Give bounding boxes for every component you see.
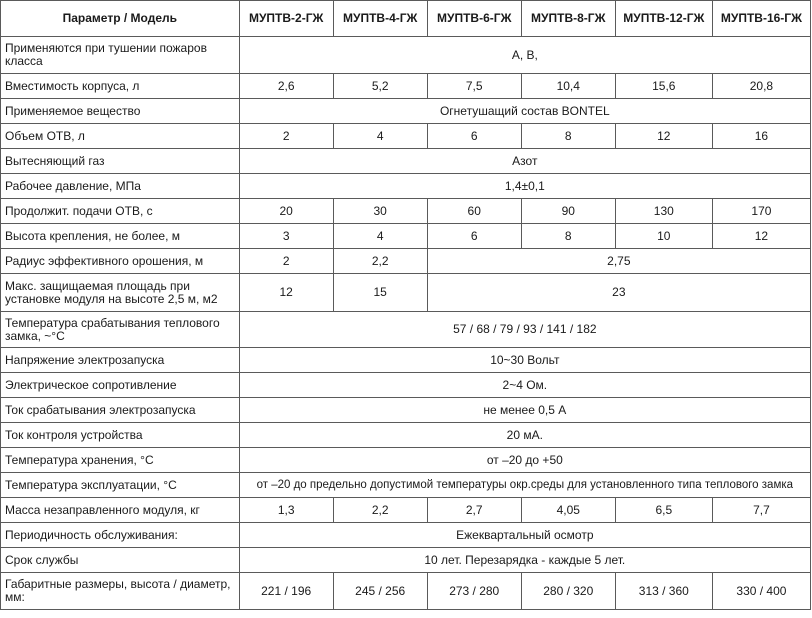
- value-cell: 170: [712, 199, 810, 224]
- table-row: [1, 498, 811, 523]
- param-cell: Вместимость корпуса, л: [1, 74, 240, 99]
- value-cell: 30: [333, 199, 427, 224]
- value-cell: Ежеквартальный осмотр: [239, 523, 810, 548]
- table-row: [1, 398, 811, 423]
- table-row: [1, 199, 811, 224]
- header-model: МУПТВ-16-ГЖ: [712, 1, 810, 37]
- header-row: [1, 1, 811, 37]
- value-cell: 2,6: [239, 74, 333, 99]
- value-cell: 2,75: [427, 249, 810, 274]
- value-cell: 2: [239, 249, 333, 274]
- table-row: [1, 174, 811, 199]
- value-cell: 6: [427, 224, 521, 249]
- table-row: [1, 124, 811, 149]
- value-cell: 90: [521, 199, 615, 224]
- param-cell: Макс. защищаемая площадь при установке модуля на высоте 2,5 м, м2: [1, 274, 240, 312]
- value-cell: 6,5: [615, 498, 712, 523]
- value-cell: 23: [427, 274, 810, 312]
- table-row: [1, 224, 811, 249]
- value-cell: 15,6: [615, 74, 712, 99]
- value-cell: 313 / 360: [615, 573, 712, 610]
- table-row: [1, 373, 811, 398]
- table-row: [1, 548, 811, 573]
- value-cell: 57 / 68 / 79 / 93 / 141 / 182: [239, 312, 810, 348]
- table-row: [1, 37, 811, 74]
- value-cell: 2,7: [427, 498, 521, 523]
- param-cell: Напряжение электрозапуска: [1, 348, 240, 373]
- value-cell: 221 / 196: [239, 573, 333, 610]
- value-cell: 20 мА.: [239, 423, 810, 448]
- param-cell: Температура эксплуатации, °С: [1, 473, 240, 498]
- header-model: МУПТВ-6-ГЖ: [427, 1, 521, 37]
- table-row: [1, 448, 811, 473]
- value-cell: 20: [239, 199, 333, 224]
- param-cell: Температура хранения, °С: [1, 448, 240, 473]
- param-cell: Высота крепления, не более, м: [1, 224, 240, 249]
- param-cell: Вытесняющий газ: [1, 149, 240, 174]
- value-cell: 7,5: [427, 74, 521, 99]
- value-cell: 60: [427, 199, 521, 224]
- param-cell: Температура срабатывания теплового замка, ~°С: [1, 312, 240, 348]
- value-cell: 12: [239, 274, 333, 312]
- param-cell: Габаритные размеры, высота / диаметр, мм:: [1, 573, 240, 610]
- value-cell: 2: [239, 124, 333, 149]
- value-cell: от –20 до +50: [239, 448, 810, 473]
- value-cell: 330 / 400: [712, 573, 810, 610]
- value-cell: 16: [712, 124, 810, 149]
- value-cell: 6: [427, 124, 521, 149]
- value-cell: 15: [333, 274, 427, 312]
- value-cell: 273 / 280: [427, 573, 521, 610]
- value-cell: не менее 0,5 А: [239, 398, 810, 423]
- table-row: [1, 523, 811, 548]
- table-row: [1, 274, 811, 312]
- header-parameter: Параметр / Модель: [1, 1, 240, 37]
- value-cell: А, В,: [239, 37, 810, 74]
- header-model: МУПТВ-2-ГЖ: [239, 1, 333, 37]
- table-row: [1, 249, 811, 274]
- value-cell: 10 лет. Перезарядка - каждые 5 лет.: [239, 548, 810, 573]
- param-cell: Объем ОТВ, л: [1, 124, 240, 149]
- value-cell: 10,4: [521, 74, 615, 99]
- value-cell: 1,4±0,1: [239, 174, 810, 199]
- param-cell: Применяемое вещество: [1, 99, 240, 124]
- table-row: [1, 423, 811, 448]
- value-cell: 130: [615, 199, 712, 224]
- value-cell: от –20 до предельно допустимой температуры окр.среды для установленного типа теплового замка: [239, 473, 810, 498]
- table-row: [1, 74, 811, 99]
- value-cell: 5,2: [333, 74, 427, 99]
- header-model: МУПТВ-4-ГЖ: [333, 1, 427, 37]
- value-cell: 3: [239, 224, 333, 249]
- value-cell: Азот: [239, 149, 810, 174]
- param-cell: Срок службы: [1, 548, 240, 573]
- table-row: [1, 473, 811, 498]
- table-row: [1, 312, 811, 348]
- value-cell: 4,05: [521, 498, 615, 523]
- param-cell: Ток срабатывания электрозапуска: [1, 398, 240, 423]
- value-cell: 1,3: [239, 498, 333, 523]
- param-cell: Рабочее давление, МПа: [1, 174, 240, 199]
- value-cell: 12: [712, 224, 810, 249]
- table-row: [1, 573, 811, 610]
- value-cell: 8: [521, 124, 615, 149]
- value-cell: 245 / 256: [333, 573, 427, 610]
- value-cell: 7,7: [712, 498, 810, 523]
- value-cell: 8: [521, 224, 615, 249]
- param-cell: Радиус эффективного орошения, м: [1, 249, 240, 274]
- value-cell: 280 / 320: [521, 573, 615, 610]
- param-cell: Ток контроля устройства: [1, 423, 240, 448]
- value-cell: Огнетушащий состав BONTEL: [239, 99, 810, 124]
- param-cell: Продолжит. подачи ОТВ, с: [1, 199, 240, 224]
- param-cell: Применяются при тушении пожаров класса: [1, 37, 240, 74]
- header-model: МУПТВ-12-ГЖ: [615, 1, 712, 37]
- value-cell: 4: [333, 224, 427, 249]
- value-cell: 2,2: [333, 498, 427, 523]
- value-cell: 10: [615, 224, 712, 249]
- value-cell: 10~30 Вольт: [239, 348, 810, 373]
- param-cell: Периодичность обслуживания:: [1, 523, 240, 548]
- header-model: МУПТВ-8-ГЖ: [521, 1, 615, 37]
- value-cell: 20,8: [712, 74, 810, 99]
- value-cell: 4: [333, 124, 427, 149]
- table-row: [1, 149, 811, 174]
- table-row: [1, 99, 811, 124]
- value-cell: 12: [615, 124, 712, 149]
- value-cell: 2~4 Ом.: [239, 373, 810, 398]
- param-cell: Масса незаправленного модуля, кг: [1, 498, 240, 523]
- table-row: [1, 348, 811, 373]
- value-cell: 2,2: [333, 249, 427, 274]
- param-cell: Электрическое сопротивление: [1, 373, 240, 398]
